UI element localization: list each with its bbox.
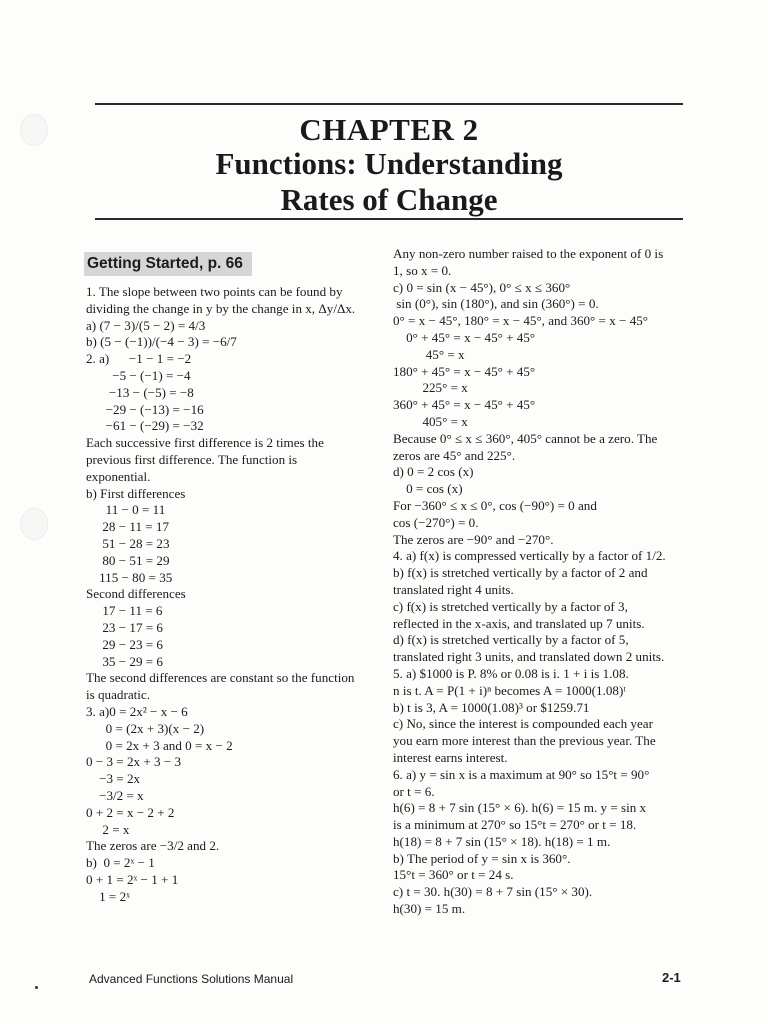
solution-line: 2 = x <box>86 821 130 837</box>
solution-line: is a minimum at 270° so 15°t = 270° or t = 18. <box>393 817 637 833</box>
solution-line: −5 − (−1) = −4 <box>86 367 191 383</box>
solution-line: Any non-zero number raised to the exponent of 0 is <box>393 246 664 261</box>
solution-line: 29 − 23 = 6 <box>86 636 163 652</box>
page-number: 2-1 <box>662 970 681 985</box>
solution-line: dividing the change in y by the change in x, Δy/Δx. <box>86 300 356 316</box>
solution-line: b) (5 − (−1))/(−4 − 3) = −6/7 <box>86 334 237 350</box>
solution-line: n is t. A = P(1 + i)ⁿ becomes A = 1000(1.08)ᵗ <box>393 682 626 698</box>
solution-line: 115 − 80 = 35 <box>86 569 173 585</box>
solution-line: 0 = cos (x) <box>393 481 463 497</box>
solution-line: 28 − 11 = 17 <box>86 519 170 535</box>
solution-line: 0 + 2 = x − 2 + 2 <box>86 804 175 820</box>
footer-book-title: Advanced Functions Solutions Manual <box>89 972 294 986</box>
solution-line: The second differences are constant so the function <box>86 670 355 686</box>
solution-line: b) First differences <box>86 485 186 501</box>
bottom-title-rule <box>95 218 683 220</box>
solution-line: 0 − 3 = 2x + 3 − 3 <box>86 754 182 770</box>
solution-line: 360° + 45° = x − 45° + 45° <box>393 397 536 413</box>
solution-line: The zeros are −90° and −270°. <box>393 531 554 547</box>
binder-hole-middle <box>20 508 48 540</box>
solution-line: c) t = 30. h(30) = 8 + 7 sin (15° × 30). <box>393 884 593 900</box>
solution-line: 5. a) $1000 is P. 8% or 0.08 is i. 1 + i is 1.08. <box>393 665 629 681</box>
solution-line: or t = 6. <box>393 783 435 799</box>
solution-line: c) f(x) is stretched vertically by a factor of 3, <box>393 598 628 614</box>
solution-line: −61 − (−29) = −32 <box>86 418 204 434</box>
solution-line: cos (−270°) = 0. <box>393 514 479 530</box>
section-heading: Getting Started, p. 66 <box>84 252 252 276</box>
solution-line: b) t is 3, A = 1000(1.08)³ or $1259.71 <box>393 699 590 715</box>
solution-line: Each successive first difference is 2 times the <box>86 435 324 451</box>
solution-line: reflected in the x-axis, and translated up 7 units. <box>393 615 645 631</box>
solution-line: For −360° ≤ x ≤ 0°, cos (−90°) = 0 and <box>393 497 597 513</box>
solution-line: zeros are 45° and 225°. <box>393 447 516 463</box>
solution-line: 51 − 28 = 23 <box>86 535 170 551</box>
solution-line: 17 − 11 = 6 <box>86 603 163 619</box>
right-column <box>393 246 693 918</box>
solution-line: h(18) = 8 + 7 sin (15° × 18). h(18) = 1 m. <box>393 833 611 849</box>
solution-line: d) 0 = 2 cos (x) <box>393 464 474 480</box>
solution-line: 0 = (2x + 3)(x − 2) <box>86 720 205 736</box>
top-rule <box>95 103 683 105</box>
solution-line: 1. The slope between two points can be found by <box>86 284 343 299</box>
chapter-title-line-1: Functions: Understanding <box>215 146 563 181</box>
solution-line: 11 − 0 = 11 <box>86 502 166 518</box>
chapter-label: CHAPTER 2 <box>299 112 479 147</box>
solution-line: −29 − (−13) = −16 <box>86 401 204 417</box>
solution-line: sin (0°), sin (180°), and sin (360°) = 0. <box>393 296 599 312</box>
solution-line: previous first difference. The function is <box>86 451 298 467</box>
solution-line: b) 0 = 2ˣ − 1 <box>86 855 155 871</box>
solution-line: 405° = x <box>393 413 468 429</box>
binder-hole-top <box>20 114 48 146</box>
solution-line: h(30) = 15 m. <box>393 901 466 917</box>
solution-line: Because 0° ≤ x ≤ 360°, 405° cannot be a zero. The <box>393 430 658 446</box>
solution-line: 0° = x − 45°, 180° = x − 45°, and 360° = x − 45° <box>393 313 649 329</box>
solution-line: b) f(x) is stretched vertically by a factor of 2 and <box>393 565 648 581</box>
solution-line: is quadratic. <box>86 687 150 703</box>
solution-line: 3. a)0 = 2x² − x − 6 <box>86 703 188 719</box>
solution-line: −3 = 2x <box>86 771 141 787</box>
solution-line: a) (7 − 3)/(5 − 2) = 4/3 <box>86 317 206 333</box>
solution-line: translated right 4 units. <box>393 581 514 597</box>
solution-line: c) No, since the interest is compounded each year <box>393 716 653 732</box>
solution-line: 1, so x = 0. <box>393 262 452 278</box>
margin-dot <box>35 986 38 989</box>
left-column <box>86 284 372 905</box>
solution-line: The zeros are −3/2 and 2. <box>86 838 220 854</box>
solution-line: 0° + 45° = x − 45° + 45° <box>393 329 536 345</box>
solution-line: c) 0 = sin (x − 45°), 0° ≤ x ≤ 360° <box>393 279 571 295</box>
solution-line: translated right 3 units, and translated down 2 units. <box>393 649 665 665</box>
solution-line: 45° = x <box>393 346 465 362</box>
solution-line: 4. a) f(x) is compressed vertically by a factor of 1/2. <box>393 548 666 564</box>
solution-line: b) The period of y = sin x is 360°. <box>393 850 571 866</box>
solution-line: 15°t = 360° or t = 24 s. <box>393 867 514 883</box>
solution-line: h(6) = 8 + 7 sin (15° × 6). h(6) = 15 m. y = sin x <box>393 800 647 816</box>
solution-line: −3/2 = x <box>86 787 144 803</box>
solution-line: 35 − 29 = 6 <box>86 653 163 669</box>
solution-line: −13 − (−5) = −8 <box>86 384 194 400</box>
solution-line: 180° + 45° = x − 45° + 45° <box>393 363 536 379</box>
solution-line: 1 = 2ˣ <box>86 888 130 904</box>
solution-line: 23 − 17 = 6 <box>86 619 163 635</box>
solution-line: you earn more interest than the previous year. The <box>393 733 656 749</box>
solution-line: 2. a) −1 − 1 = −2 <box>86 351 192 367</box>
solution-line: Second differences <box>86 586 186 602</box>
solution-line: 80 − 51 = 29 <box>86 552 170 568</box>
solution-line: interest earns interest. <box>393 749 508 765</box>
solution-line: exponential. <box>86 468 151 484</box>
solution-line: 0 = 2x + 3 and 0 = x − 2 <box>86 737 233 753</box>
solution-line: 0 + 1 = 2ˣ − 1 + 1 <box>86 871 179 887</box>
solution-line: 225° = x <box>393 380 468 396</box>
chapter-title-line-2: Rates of Change <box>280 182 498 217</box>
solution-line: d) f(x) is stretched vertically by a factor of 5, <box>393 632 629 648</box>
solution-line: 6. a) y = sin x is a maximum at 90° so 15°t = 90° <box>393 766 650 782</box>
